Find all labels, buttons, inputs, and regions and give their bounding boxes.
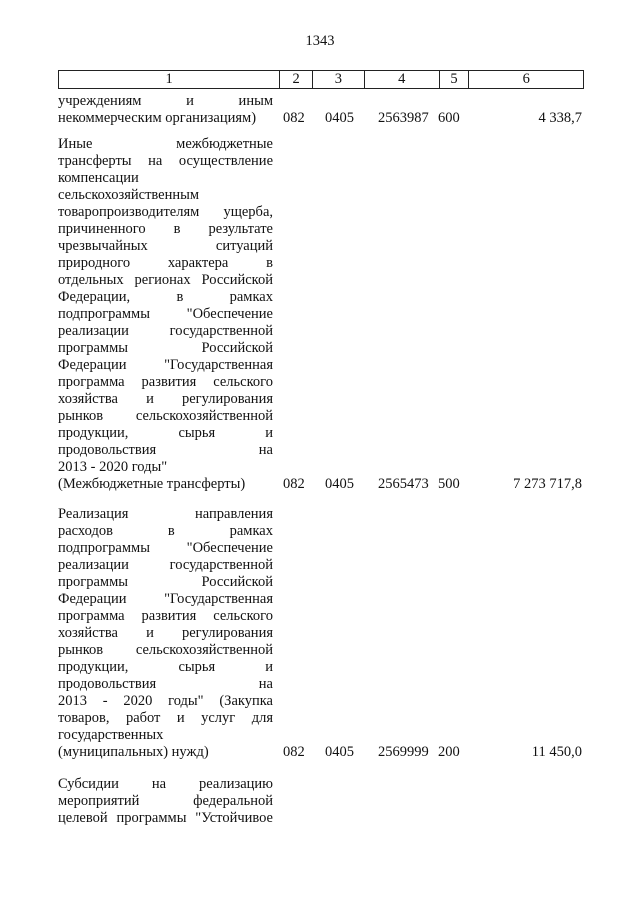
row-description <box>58 136 273 493</box>
description-line: подпрограммы "Обеспечение <box>58 540 273 556</box>
description-line: чрезвычайных ситуаций <box>58 238 273 254</box>
description-line: программа развития сельского <box>58 374 273 390</box>
description-line: Федерации "Государственная <box>58 357 273 373</box>
description-line: трансферты на осуществление <box>58 153 273 169</box>
description-line: продовольствия на <box>58 442 273 458</box>
description-line: 2013 - 2020 годы" (Закупка <box>58 693 273 709</box>
description-line: (Межбюджетные трансферты) <box>58 476 246 492</box>
description-line: Иные межбюджетные <box>58 136 273 152</box>
cell-gr: 082 <box>283 476 305 492</box>
description-line: целевой программы "Устойчивое <box>58 810 273 826</box>
description-line: Реализация направления <box>58 506 273 522</box>
description-line: Федерации, в рамках <box>58 289 273 305</box>
cell-cs: 2563987 <box>378 110 429 126</box>
column-header-5: 5 <box>440 71 470 88</box>
cell-vr: 500 <box>438 476 460 492</box>
description-line: мероприятий федеральной <box>58 793 273 809</box>
description-line: рынков сельскохозяйственной <box>58 642 273 658</box>
description-line: программы Российской <box>58 574 273 590</box>
column-header-4: 4 <box>365 71 440 88</box>
cell-cs: 2565473 <box>378 476 429 492</box>
description-line: продукции, сырья и <box>58 425 273 441</box>
description-line: расходов в рамках <box>58 523 273 539</box>
description-line: Субсидии на реализацию <box>58 776 273 792</box>
description-line: продовольствия на <box>58 676 273 692</box>
cell-sum: 4 338,7 <box>538 110 582 126</box>
description-line: компенсации <box>58 170 139 186</box>
description-line: программы Российской <box>58 340 273 356</box>
description-line: 2013 - 2020 годы" <box>58 459 168 475</box>
cell-sum: 7 273 717,8 <box>513 476 582 492</box>
description-line: программа развития сельского <box>58 608 273 624</box>
description-line: причиненного в результате <box>58 221 273 237</box>
cell-rz: 0405 <box>325 744 354 760</box>
description-line: Федерации "Государственная <box>58 591 273 607</box>
cell-cs: 2569999 <box>378 744 429 760</box>
description-line: природного характера в <box>58 255 273 271</box>
description-line: рынков сельскохозяйственной <box>58 408 273 424</box>
description-line: реализации государственной <box>58 557 273 573</box>
column-header-2: 2 <box>280 71 313 88</box>
description-line: (муниципальных) нужд) <box>58 744 209 760</box>
description-line: хозяйства и регулирования <box>58 391 273 407</box>
description-line: отдельных регионах Российской <box>58 272 273 288</box>
cell-rz: 0405 <box>325 476 354 492</box>
cell-vr: 200 <box>438 744 460 760</box>
description-line: товаров, работ и услуг для <box>58 710 273 726</box>
column-header-3: 3 <box>313 71 365 88</box>
description-line: реализации государственной <box>58 323 273 339</box>
cell-vr: 600 <box>438 110 460 126</box>
description-line: учреждениям и иным <box>58 93 273 109</box>
page-number: 1343 <box>305 33 335 49</box>
description-line: сельскохозяйственным <box>58 187 200 203</box>
description-line: некоммерческим организациям) <box>58 110 257 126</box>
cell-sum: 11 450,0 <box>531 744 582 760</box>
description-line: товаропроизводителям ущерба, <box>58 204 273 220</box>
table-header-row <box>58 70 584 89</box>
description-line: подпрограммы "Обеспечение <box>58 306 273 322</box>
description-line: государственных <box>58 727 164 743</box>
description-line: продукции, сырья и <box>58 659 273 675</box>
description-line: хозяйства и регулирования <box>58 625 273 641</box>
cell-gr: 082 <box>283 110 305 126</box>
row-description <box>58 776 273 827</box>
cell-gr: 082 <box>283 744 305 760</box>
column-header-6: 6 <box>522 71 530 87</box>
row-description <box>58 506 273 761</box>
row-description <box>58 93 273 127</box>
cell-rz: 0405 <box>325 110 354 126</box>
column-header-1: 1 <box>59 71 280 88</box>
